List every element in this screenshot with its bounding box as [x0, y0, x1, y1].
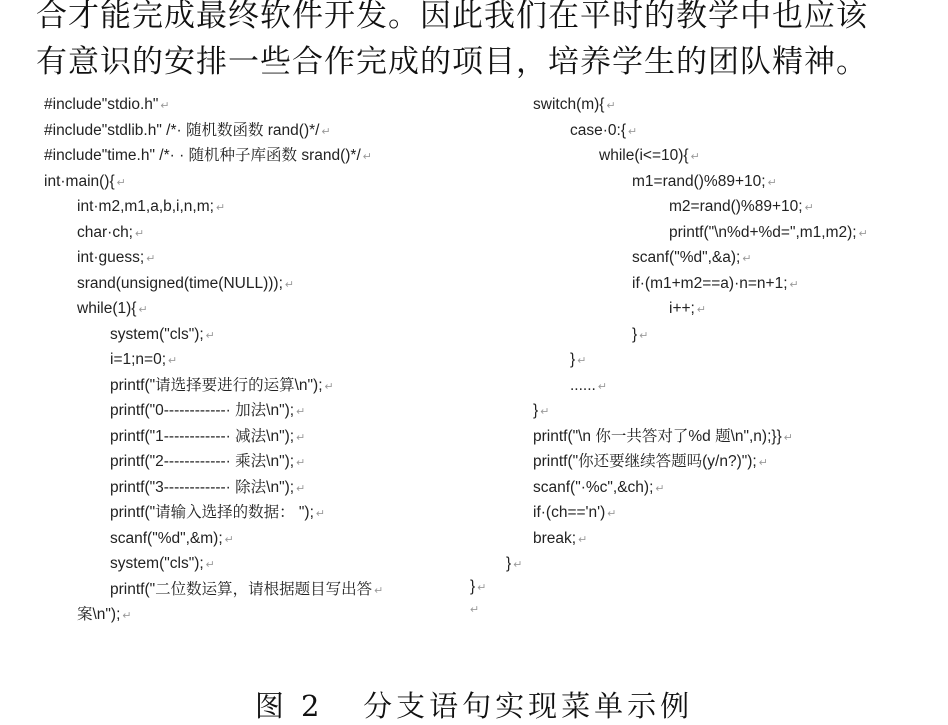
paragraph-mark: ↵	[122, 610, 132, 622]
paragraph-mark: ↵	[205, 559, 215, 571]
code-line	[44, 296, 383, 322]
code-line	[44, 322, 383, 348]
code-text: printf("\n%d+%d=",m1,m2);	[669, 223, 857, 241]
paragraph-mark: ↵	[742, 253, 752, 265]
code-line	[533, 194, 868, 220]
code-line	[44, 194, 383, 220]
paragraph-line-1: 合才能完成最终软件开发。因此我们在平时的教学中也应该	[36, 0, 868, 34]
paragraph-mark: ↵	[767, 176, 777, 189]
code-line	[533, 373, 868, 399]
code-text: printf("请选择要进行的运算\n");	[110, 376, 323, 394]
code-line	[44, 424, 383, 450]
code-line	[44, 92, 383, 118]
paragraph-mark: ↵	[783, 431, 793, 444]
code-line	[44, 271, 383, 297]
paragraph-mark: ↵	[804, 202, 814, 214]
paragraph-mark: ↵	[362, 151, 372, 163]
code-line	[533, 92, 868, 118]
code-line	[44, 602, 383, 628]
code-line	[44, 118, 383, 144]
code-text: printf("2------------· 乘法\n");	[110, 453, 295, 470]
code-text: #include"time.h" /*· · 随机种子库函数 srand()*/	[44, 147, 361, 164]
code-text: switch(m){	[533, 96, 605, 113]
code-column-right	[533, 92, 868, 551]
paragraph-mark: ↵	[655, 482, 665, 495]
closing-brace: } ↵	[470, 578, 487, 595]
paragraph-mark: ↵	[296, 482, 306, 495]
code-line	[533, 143, 868, 169]
paragraph-mark: ↵	[168, 355, 178, 367]
code-line	[533, 500, 868, 526]
figure-caption: 图 2 分支语句实现菜单示例	[254, 689, 694, 723]
code-text: scanf("·%c",&ch);	[533, 478, 654, 496]
code-text: m1=rand()%89+10;	[632, 172, 766, 190]
code-text: if·(m1+m2==a)·n=n+1;	[632, 274, 788, 292]
paragraph-mark: ↵	[789, 278, 799, 291]
code-text: break;	[533, 529, 577, 547]
code-line	[533, 245, 868, 271]
paragraph-mark: ↵	[690, 151, 700, 163]
code-text: printf("\n 你一共答对了%d 题\n",n);}}	[533, 427, 782, 445]
code-text: while(1){	[77, 300, 137, 317]
paragraph-mark: ↵	[296, 406, 306, 418]
code-text: case·0:{	[570, 121, 627, 139]
code-line	[44, 475, 383, 501]
code-text: printf("1------------· 减法\n");	[110, 427, 295, 445]
code-line	[533, 271, 868, 297]
paragraph-mark: ↵	[597, 380, 608, 393]
paragraph-mark: ↵	[135, 227, 145, 240]
paragraph-mark: ↵	[296, 457, 306, 469]
paragraph-mark: ↵	[374, 584, 384, 597]
code-text: srand(unsigned(time(NULL)));	[77, 274, 283, 292]
code-text: printf("请输入选择的数据： ");	[110, 504, 314, 521]
code-text: scanf("%d",&a);	[632, 249, 741, 266]
paragraph-mark: ↵	[224, 533, 234, 546]
code-text: system("cls");	[110, 325, 204, 343]
paragraph-mark: ↵	[116, 176, 126, 189]
paragraph-mark: ↵	[540, 406, 550, 418]
code-text: }	[632, 325, 638, 343]
closing-brace: } ↵	[506, 555, 523, 572]
code-line	[533, 475, 868, 501]
code-text: i++;	[669, 300, 695, 317]
code-text: #include"stdlib.h" /*· 随机数函数 rand()*/	[44, 121, 320, 139]
code-text: char·ch;	[77, 223, 133, 241]
code-line	[533, 526, 868, 552]
paragraph-mark: ↵	[758, 457, 768, 469]
code-line	[533, 118, 868, 144]
code-text: int·m2,m1,a,b,i,n,m;	[77, 198, 214, 215]
paragraph-mark: ↵	[321, 125, 331, 138]
code-line	[44, 398, 383, 424]
paragraph-mark: ↵	[205, 329, 215, 342]
code-line	[44, 169, 383, 195]
code-line	[44, 526, 383, 552]
paragraph-mark: ↵	[858, 227, 868, 240]
paragraph-mark: ↵	[696, 304, 707, 316]
code-text: 案\n");	[77, 606, 121, 623]
paragraph-mark: ↵	[138, 304, 148, 316]
code-line	[533, 449, 868, 475]
paragraph-mark: ↵	[315, 508, 326, 520]
code-line	[44, 373, 383, 399]
paragraph-mark: ↵	[578, 533, 588, 546]
paragraph-mark: ↵	[577, 355, 587, 367]
code-text: printf("0------------· 加法\n");	[110, 402, 295, 419]
paragraph-mark: ↵	[470, 604, 480, 616]
paragraph-mark: ↵	[284, 278, 295, 291]
code-text: if·(ch=='n')	[533, 504, 606, 521]
paragraph-mark: ↵	[628, 125, 638, 138]
code-text: printf("3------------· 除法\n");	[110, 478, 295, 496]
code-text: ......	[570, 376, 596, 394]
code-line	[533, 398, 868, 424]
paragraph-mark: ↵	[215, 202, 226, 214]
code-text: }	[570, 351, 576, 368]
code-line	[44, 347, 383, 373]
code-line	[44, 500, 383, 526]
code-line	[533, 296, 868, 322]
code-line	[533, 322, 868, 348]
code-line	[533, 347, 868, 373]
code-line	[533, 220, 868, 246]
code-text: while(i<=10){	[599, 147, 689, 164]
code-text: }	[533, 402, 539, 419]
code-line	[44, 143, 383, 169]
code-line	[44, 551, 383, 577]
paragraph-mark: ↵	[607, 508, 617, 520]
paragraph-mark: ↵	[146, 253, 156, 265]
code-line	[533, 424, 868, 450]
code-text: scanf("%d",&m);	[110, 529, 223, 547]
code-text: system("cls");	[110, 555, 204, 572]
paragraph-line-2: 有意识的安排一些合作完成的项目，培养学生的团队精神。	[36, 44, 868, 80]
code-line	[44, 577, 383, 603]
code-line	[44, 245, 383, 271]
code-line	[533, 169, 868, 195]
code-text: printf("二位数运算，请根据题目写出答	[110, 580, 373, 598]
code-text: i=1;n=0;	[110, 351, 167, 368]
code-text: int·main(){	[44, 172, 115, 190]
code-line	[44, 449, 383, 475]
paragraph-mark: ↵	[639, 329, 649, 342]
code-line	[44, 220, 383, 246]
paragraph-mark: ↵	[324, 380, 334, 393]
code-text: printf("你还要继续答题吗(y/n?)");	[533, 453, 757, 470]
code-column-left	[44, 92, 383, 628]
code-text: int·guess;	[77, 249, 145, 266]
paragraph-mark: ↵	[606, 100, 616, 112]
paragraph-mark: ↵	[160, 100, 170, 112]
code-text: #include"stdio.h"	[44, 96, 159, 113]
paragraph-mark: ↵	[296, 431, 306, 444]
code-text: m2=rand()%89+10;	[669, 198, 803, 215]
